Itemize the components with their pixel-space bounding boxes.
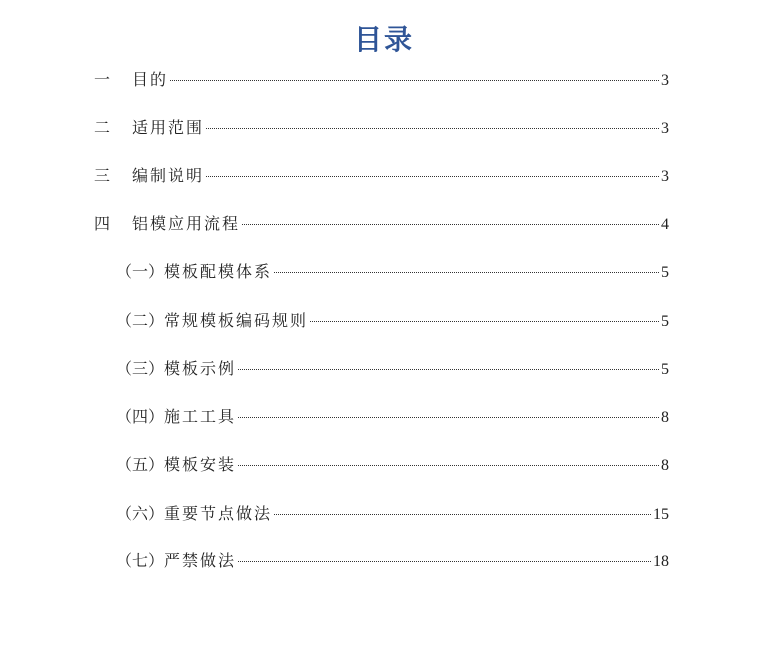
toc-page-number: 18: [653, 553, 669, 570]
toc-entry-number: 二: [94, 118, 111, 137]
toc-entry-text: 严禁做法: [164, 551, 237, 570]
toc-dot-leader: [310, 321, 659, 322]
toc-entry-number: 四: [94, 214, 111, 233]
toc-entry-4-6[interactable]: [116, 504, 669, 524]
toc-entry-text: 模板示例: [164, 359, 237, 378]
toc-entry-number: （六）: [116, 504, 165, 523]
toc-dot-leader: [274, 514, 651, 515]
toc-entry-4-4[interactable]: [116, 407, 669, 427]
toc-entry-4-2[interactable]: [116, 311, 669, 331]
toc-dot-leader: [170, 80, 659, 81]
toc-entry-text: 适用范围: [132, 118, 205, 137]
toc-page-number: 3: [661, 72, 669, 89]
toc-page-number: 5: [661, 264, 669, 281]
toc-entry-number: 三: [94, 166, 111, 185]
toc-entry-number: （二）: [116, 311, 165, 330]
toc-entry-4-1[interactable]: [116, 262, 669, 282]
toc-entry-1[interactable]: [94, 70, 669, 90]
toc-entry-4-7[interactable]: [116, 551, 669, 571]
toc-entry-number: （四）: [116, 407, 165, 426]
toc-entry-text: 施工工具: [164, 407, 237, 426]
toc-page-number: 8: [661, 457, 669, 474]
toc-entry-4-3[interactable]: [116, 359, 669, 379]
toc-page-number: 5: [661, 313, 669, 330]
toc-title: 目录: [353, 23, 414, 56]
toc-entry-2[interactable]: [94, 118, 669, 138]
toc-dot-leader: [238, 561, 651, 562]
toc-entry-number: （一）: [116, 262, 165, 281]
toc-dot-leader: [274, 272, 659, 273]
toc-entry-text: 目的: [132, 70, 169, 89]
toc-dot-leader: [242, 224, 659, 225]
toc-entry-4-5[interactable]: [116, 455, 669, 475]
toc-dot-leader: [206, 176, 659, 177]
toc-entry-4[interactable]: [94, 214, 669, 234]
toc-entry-number: （七）: [116, 551, 165, 570]
toc-page-number: 3: [661, 120, 669, 137]
toc-entry-text: 编制说明: [132, 166, 205, 185]
toc-entry-text: 模板安装: [164, 455, 237, 474]
toc-dot-leader: [206, 128, 659, 129]
toc-dot-leader: [238, 417, 659, 418]
toc-page-number: 4: [661, 216, 669, 233]
toc-entry-number: （三）: [116, 359, 165, 378]
toc-entry-3[interactable]: [94, 166, 669, 186]
toc-entry-number: （五）: [116, 455, 165, 474]
toc-page-number: 15: [653, 506, 669, 523]
toc-page-number: 8: [661, 409, 669, 426]
toc-page-number: 5: [661, 361, 669, 378]
toc-entry-text: 常规模板编码规则: [164, 311, 309, 330]
toc-entry-text: 铝模应用流程: [132, 214, 241, 233]
toc-dot-leader: [238, 369, 659, 370]
toc-entry-text: 重要节点做法: [164, 504, 273, 523]
toc-entry-number: 一: [94, 70, 111, 89]
toc-page-number: 3: [661, 168, 669, 185]
toc-entry-text: 模板配模体系: [164, 262, 273, 281]
toc-dot-leader: [238, 465, 659, 466]
